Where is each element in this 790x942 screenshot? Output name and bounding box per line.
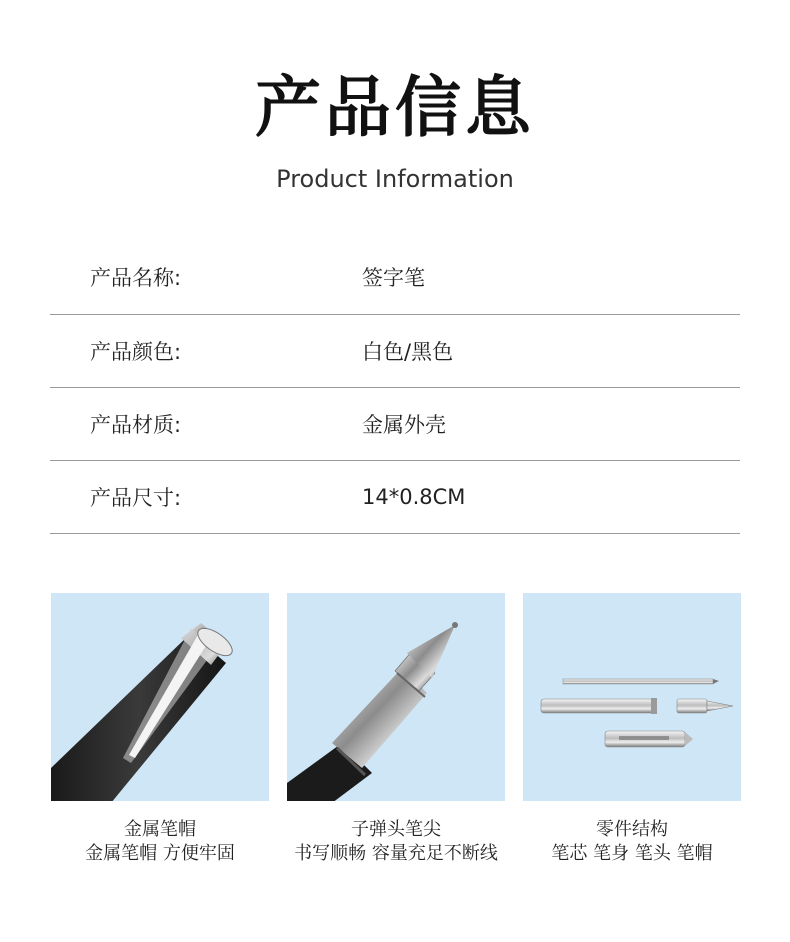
feature-description: 金属笔帽 方便牢固 [85, 843, 235, 864]
spec-value: 签字笔 [362, 266, 425, 290]
spec-row-name [50, 240, 740, 315]
pen-parts-illustration [523, 593, 741, 801]
spec-row-size [50, 461, 740, 534]
spec-label: 产品材质: [90, 413, 182, 437]
pen-tip-photo [287, 593, 505, 801]
pen-tip-illustration [287, 593, 505, 801]
feature-gallery [51, 593, 741, 913]
spec-row-color [50, 315, 740, 388]
pen-cap-illustration [51, 593, 269, 801]
spec-label: 产品颜色: [90, 340, 182, 364]
pen-parts-photo [523, 593, 741, 801]
spec-table [50, 240, 740, 534]
spec-label: 产品尺寸: [90, 486, 182, 510]
page-subtitle: Product Information [276, 165, 514, 193]
spec-row-material [50, 388, 740, 461]
spec-label: 产品名称: [90, 266, 182, 290]
feature-card-parts [523, 593, 741, 866]
feature-title: 零件结构 [596, 819, 668, 840]
feature-description: 笔芯 笔身 笔头 笔帽 [551, 843, 713, 864]
spec-value: 14*0.8CM [362, 485, 466, 509]
feature-description: 书写顺畅 容量充足不断线 [294, 843, 498, 864]
spec-value: 白色/黑色 [362, 340, 454, 364]
pen-cap-photo [51, 593, 269, 801]
feature-title: 金属笔帽 [124, 819, 196, 840]
page-title: 产品信息 [255, 69, 535, 146]
spec-value: 金属外壳 [362, 413, 446, 437]
feature-title: 子弹头笔尖 [351, 819, 441, 840]
feature-card-tip [287, 593, 505, 866]
feature-card-cap [51, 593, 269, 866]
